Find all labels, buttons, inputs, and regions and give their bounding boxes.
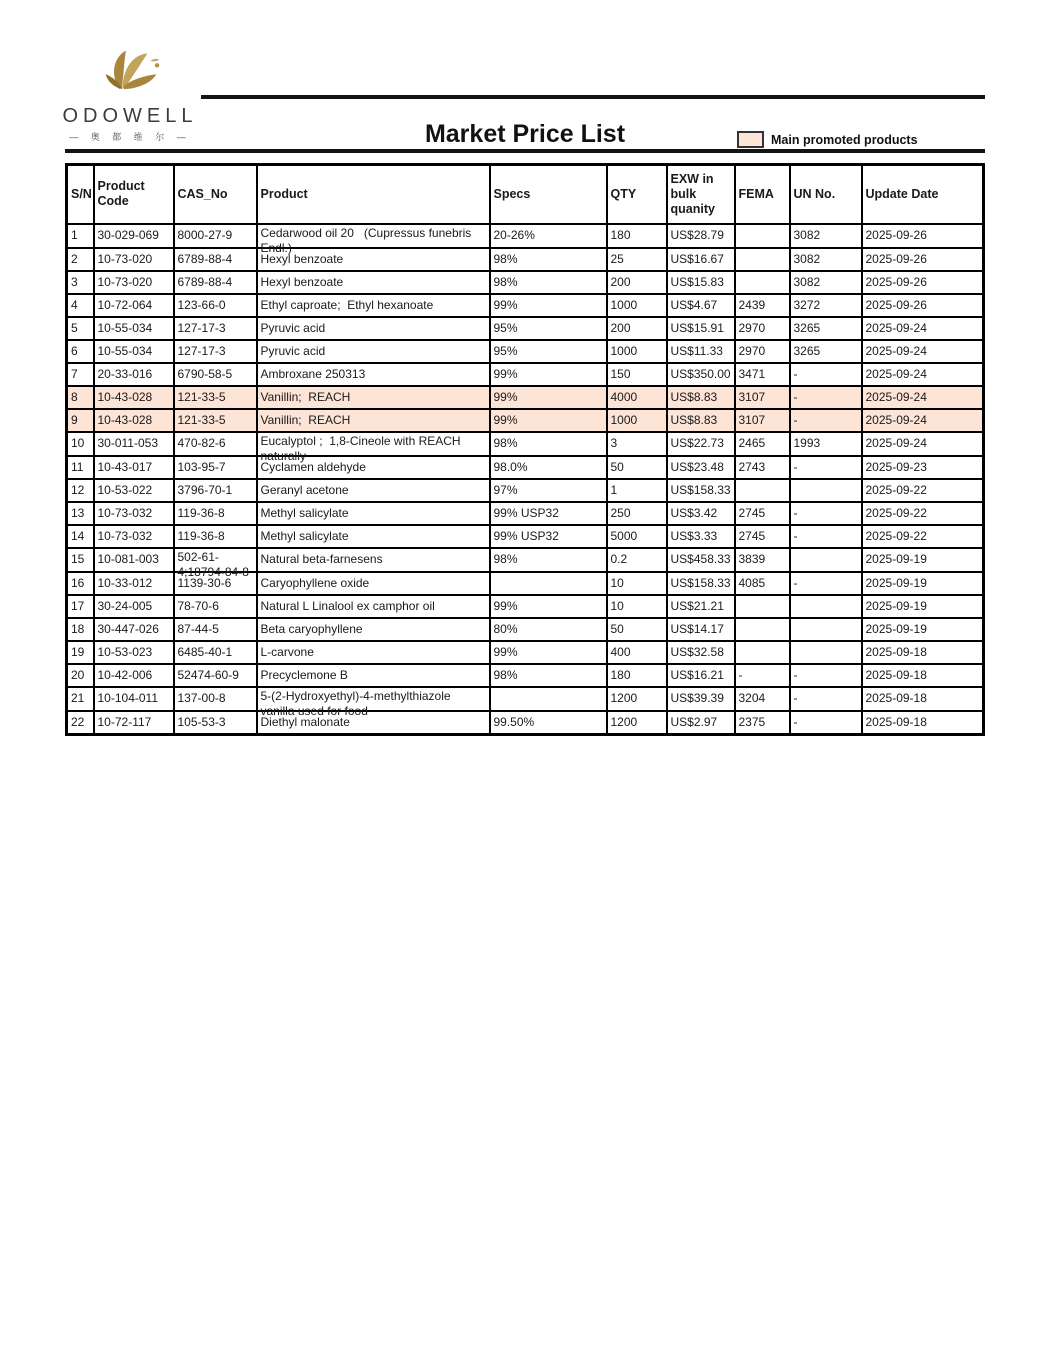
cell-sn: 5	[67, 317, 94, 340]
cell-qty: 50	[607, 618, 667, 641]
cell-exw: US$3.33	[667, 525, 735, 548]
cell-specs: 98%	[490, 548, 607, 572]
cell-product: Pyruvic acid	[257, 340, 490, 363]
cell-un: -	[790, 363, 862, 386]
cell-un	[790, 618, 862, 641]
cell-specs: 20-26%	[490, 224, 607, 248]
cell-product: Vanillin; REACH	[257, 409, 490, 432]
cell-fema: 3107	[735, 409, 790, 432]
cell-qty: 10	[607, 595, 667, 618]
cell-product: Hexyl benzoate	[257, 248, 490, 271]
cell-exw: US$458.33	[667, 548, 735, 572]
cell-update: 2025-09-19	[862, 618, 984, 641]
cell-cas_no: 470-82-6	[174, 432, 257, 456]
column-header-product: Product	[257, 165, 490, 224]
cell-sn: 6	[67, 340, 94, 363]
table-row	[67, 479, 984, 502]
cell-cas_no: 502-61- 4;18794-84-8	[174, 548, 257, 572]
cell-sn: 20	[67, 664, 94, 687]
cell-fema: 2375	[735, 711, 790, 735]
cell-product_code: 10-43-028	[94, 386, 174, 409]
cell-product_code: 10-42-006	[94, 664, 174, 687]
cell-fema: 2745	[735, 525, 790, 548]
cell-product: Caryophyllene oxide	[257, 572, 490, 595]
cell-sn: 9	[67, 409, 94, 432]
cell-exw: US$16.21	[667, 664, 735, 687]
cell-qty: 1000	[607, 409, 667, 432]
cell-product_code: 20-33-016	[94, 363, 174, 386]
cell-product: Eucalyptol ; 1,8-Cineole with REACH naturally	[257, 432, 490, 456]
cell-fema: -	[735, 664, 790, 687]
cell-qty: 1000	[607, 294, 667, 317]
legend-label: Main promoted products	[771, 132, 918, 147]
table-row	[67, 317, 984, 340]
cell-product_code: 10-53-023	[94, 641, 174, 664]
cell-un: -	[790, 502, 862, 525]
column-header-update: Update Date	[862, 165, 984, 224]
cell-product_code: 30-029-069	[94, 224, 174, 248]
cell-cas_no: 6789-88-4	[174, 248, 257, 271]
cell-product_code: 30-24-005	[94, 595, 174, 618]
cell-specs: 99%	[490, 595, 607, 618]
cell-specs	[490, 572, 607, 595]
cell-exw: US$8.83	[667, 409, 735, 432]
column-header-exw: EXW in bulk quanity	[667, 165, 735, 224]
cell-exw: US$4.67	[667, 294, 735, 317]
cell-sn: 11	[67, 456, 94, 479]
cell-product: Cyclamen aldehyde	[257, 456, 490, 479]
cell-specs: 95%	[490, 317, 607, 340]
cell-un: -	[790, 525, 862, 548]
cell-cas_no: 105-53-3	[174, 711, 257, 735]
table-header-row	[67, 165, 984, 224]
cell-qty: 1000	[607, 340, 667, 363]
cell-product: Pyruvic acid	[257, 317, 490, 340]
cell-update: 2025-09-18	[862, 664, 984, 687]
cell-product: Ambroxane 250313	[257, 363, 490, 386]
table-row	[67, 618, 984, 641]
cell-product_code: 10-72-117	[94, 711, 174, 735]
cell-un: 1993	[790, 432, 862, 456]
cell-exw: US$15.83	[667, 271, 735, 294]
table-row	[67, 340, 984, 363]
table-row	[67, 548, 984, 572]
cell-cas_no: 123-66-0	[174, 294, 257, 317]
cell-fema	[735, 641, 790, 664]
cell-update: 2025-09-26	[862, 248, 984, 271]
column-header-un: UN No.	[790, 165, 862, 224]
cell-product: L-carvone	[257, 641, 490, 664]
cell-cas_no: 3796-70-1	[174, 479, 257, 502]
cell-update: 2025-09-26	[862, 224, 984, 248]
cell-sn: 12	[67, 479, 94, 502]
cell-fema: 2970	[735, 317, 790, 340]
cell-fema	[735, 248, 790, 271]
cell-un: -	[790, 572, 862, 595]
cell-product_code: 10-55-034	[94, 340, 174, 363]
cell-cas_no: 8000-27-9	[174, 224, 257, 248]
cell-un: 3265	[790, 317, 862, 340]
legend	[737, 131, 918, 148]
cell-exw: US$28.79	[667, 224, 735, 248]
cell-specs: 95%	[490, 340, 607, 363]
cell-qty: 150	[607, 363, 667, 386]
cell-un: 3082	[790, 248, 862, 271]
cell-un: -	[790, 687, 862, 711]
table-row	[67, 409, 984, 432]
cell-cas_no: 121-33-5	[174, 409, 257, 432]
cell-specs: 98.0%	[490, 456, 607, 479]
cell-exw: US$39.39	[667, 687, 735, 711]
cell-product: Diethyl malonate	[257, 711, 490, 735]
cell-sn: 21	[67, 687, 94, 711]
cell-fema	[735, 271, 790, 294]
cell-qty: 5000	[607, 525, 667, 548]
cell-sn: 16	[67, 572, 94, 595]
cell-un: 3272	[790, 294, 862, 317]
cell-product_code: 10-43-017	[94, 456, 174, 479]
cell-specs: 98%	[490, 664, 607, 687]
table-row	[67, 641, 984, 664]
cell-product_code: 10-73-032	[94, 502, 174, 525]
column-header-cas_no: CAS_No	[174, 165, 257, 224]
cell-un: -	[790, 711, 862, 735]
cell-exw: US$11.33	[667, 340, 735, 363]
cell-product: Precyclemone B	[257, 664, 490, 687]
cell-specs: 80%	[490, 618, 607, 641]
column-header-specs: Specs	[490, 165, 607, 224]
cell-exw: US$3.42	[667, 502, 735, 525]
cell-cas_no: 137-00-8	[174, 687, 257, 711]
cell-fema	[735, 595, 790, 618]
cell-specs: 98%	[490, 271, 607, 294]
price-table-container	[65, 163, 985, 736]
cell-specs: 99% USP32	[490, 525, 607, 548]
cell-product: Natural beta-farnesens	[257, 548, 490, 572]
cell-cas_no: 78-70-6	[174, 595, 257, 618]
cell-exw: US$2.97	[667, 711, 735, 735]
table-row	[67, 572, 984, 595]
cell-specs: 99%	[490, 409, 607, 432]
column-header-fema: FEMA	[735, 165, 790, 224]
cell-update: 2025-09-22	[862, 525, 984, 548]
table-row	[67, 432, 984, 456]
cell-update: 2025-09-24	[862, 340, 984, 363]
cell-update: 2025-09-19	[862, 548, 984, 572]
brand-name: ODOWELL	[62, 105, 198, 127]
cell-specs: 98%	[490, 432, 607, 456]
cell-un: 3082	[790, 271, 862, 294]
cell-specs	[490, 687, 607, 711]
table-row	[67, 687, 984, 711]
cell-specs: 99% USP32	[490, 502, 607, 525]
cell-sn: 4	[67, 294, 94, 317]
price-table	[65, 163, 985, 736]
cell-exw: US$158.33	[667, 572, 735, 595]
cell-qty: 400	[607, 641, 667, 664]
cell-qty: 0.2	[607, 548, 667, 572]
cell-fema: 2465	[735, 432, 790, 456]
cell-qty: 3	[607, 432, 667, 456]
cell-cas_no: 87-44-5	[174, 618, 257, 641]
table-row	[67, 711, 984, 735]
cell-specs: 99%	[490, 386, 607, 409]
cell-cas_no: 6485-40-1	[174, 641, 257, 664]
cell-product_code: 10-55-034	[94, 317, 174, 340]
cell-exw: US$23.48	[667, 456, 735, 479]
table-row	[67, 363, 984, 386]
cell-fema	[735, 479, 790, 502]
table-row	[67, 294, 984, 317]
cell-sn: 2	[67, 248, 94, 271]
cell-specs: 99%	[490, 641, 607, 664]
cell-product: 5-(2-Hydroxyethyl)-4-methylthiazole vanilla used for food	[257, 687, 490, 711]
cell-product: Hexyl benzoate	[257, 271, 490, 294]
cell-update: 2025-09-18	[862, 711, 984, 735]
cell-fema: 3204	[735, 687, 790, 711]
cell-qty: 200	[607, 271, 667, 294]
cell-product_code: 10-43-028	[94, 409, 174, 432]
cell-qty: 1200	[607, 687, 667, 711]
cell-sn: 13	[67, 502, 94, 525]
cell-exw: US$158.33	[667, 479, 735, 502]
table-row	[67, 664, 984, 687]
cell-product: Cedarwood oil 20 (Cupressus funebris Endl.)	[257, 224, 490, 248]
cell-un	[790, 548, 862, 572]
cell-sn: 3	[67, 271, 94, 294]
cell-update: 2025-09-18	[862, 641, 984, 664]
page-title: Market Price List	[424, 120, 626, 148]
cell-product_code: 10-33-012	[94, 572, 174, 595]
cell-cas_no: 119-36-8	[174, 525, 257, 548]
cell-sn: 8	[67, 386, 94, 409]
cell-sn: 14	[67, 525, 94, 548]
cell-update: 2025-09-22	[862, 502, 984, 525]
cell-update: 2025-09-24	[862, 432, 984, 456]
cell-qty: 10	[607, 572, 667, 595]
cell-specs: 97%	[490, 479, 607, 502]
title-rule	[65, 149, 985, 153]
cell-fema: 2970	[735, 340, 790, 363]
legend-swatch	[737, 131, 764, 148]
cell-product_code: 30-011-053	[94, 432, 174, 456]
cell-qty: 50	[607, 456, 667, 479]
table-row	[67, 248, 984, 271]
cell-qty: 250	[607, 502, 667, 525]
cell-exw: US$15.91	[667, 317, 735, 340]
cell-cas_no: 6789-88-4	[174, 271, 257, 294]
cell-update: 2025-09-24	[862, 363, 984, 386]
cell-update: 2025-09-26	[862, 294, 984, 317]
cell-exw: US$8.83	[667, 386, 735, 409]
cell-un	[790, 641, 862, 664]
cell-product_code: 10-53-022	[94, 479, 174, 502]
cell-specs: 98%	[490, 248, 607, 271]
cell-sn: 1	[67, 224, 94, 248]
cell-un: 3082	[790, 224, 862, 248]
cell-exw: US$22.73	[667, 432, 735, 456]
cell-product_code: 10-73-020	[94, 271, 174, 294]
cell-update: 2025-09-24	[862, 317, 984, 340]
cell-product_code: 10-72-064	[94, 294, 174, 317]
cell-product: Natural L Linalool ex camphor oil	[257, 595, 490, 618]
cell-sn: 22	[67, 711, 94, 735]
cell-product_code: 10-73-020	[94, 248, 174, 271]
cell-un: -	[790, 386, 862, 409]
cell-fema: 3839	[735, 548, 790, 572]
cell-fema	[735, 618, 790, 641]
cell-cas_no: 121-33-5	[174, 386, 257, 409]
cell-update: 2025-09-24	[862, 409, 984, 432]
cell-product: Vanillin; REACH	[257, 386, 490, 409]
table-row	[67, 271, 984, 294]
cell-update: 2025-09-23	[862, 456, 984, 479]
cell-cas_no: 119-36-8	[174, 502, 257, 525]
cell-product: Ethyl caproate; Ethyl hexanoate	[257, 294, 490, 317]
flower-logo-icon	[85, 46, 174, 98]
table-row	[67, 595, 984, 618]
column-header-sn: S/N	[67, 165, 94, 224]
cell-cas_no: 52474-60-9	[174, 664, 257, 687]
cell-cas_no: 127-17-3	[174, 317, 257, 340]
cell-exw: US$350.00	[667, 363, 735, 386]
cell-update: 2025-09-24	[862, 386, 984, 409]
cell-un: -	[790, 664, 862, 687]
cell-update: 2025-09-19	[862, 572, 984, 595]
cell-un	[790, 479, 862, 502]
cell-qty: 1200	[607, 711, 667, 735]
cell-qty: 4000	[607, 386, 667, 409]
cell-update: 2025-09-19	[862, 595, 984, 618]
cell-cas_no: 127-17-3	[174, 340, 257, 363]
brand-subtitle: — 奥 都 维 尔 —	[69, 132, 191, 142]
cell-fema: 2743	[735, 456, 790, 479]
cell-qty: 25	[607, 248, 667, 271]
table-row	[67, 456, 984, 479]
cell-product: Methyl salicylate	[257, 525, 490, 548]
cell-product_code: 10-73-032	[94, 525, 174, 548]
cell-qty: 180	[607, 224, 667, 248]
cell-qty: 1	[607, 479, 667, 502]
cell-fema: 2745	[735, 502, 790, 525]
cell-specs: 99.50%	[490, 711, 607, 735]
cell-fema: 4085	[735, 572, 790, 595]
cell-product_code: 10-104-011	[94, 687, 174, 711]
cell-sn: 10	[67, 432, 94, 456]
table-row	[67, 502, 984, 525]
top-rule	[201, 95, 985, 99]
cell-specs: 99%	[490, 294, 607, 317]
cell-qty: 200	[607, 317, 667, 340]
cell-cas_no: 6790-58-5	[174, 363, 257, 386]
cell-product: Beta caryophyllene	[257, 618, 490, 641]
cell-fema: 3107	[735, 386, 790, 409]
cell-sn: 18	[67, 618, 94, 641]
table-row	[67, 525, 984, 548]
cell-product_code: 10-081-003	[94, 548, 174, 572]
cell-exw: US$16.67	[667, 248, 735, 271]
cell-fema: 2439	[735, 294, 790, 317]
cell-un: -	[790, 409, 862, 432]
cell-product: Geranyl acetone	[257, 479, 490, 502]
cell-fema: 3471	[735, 363, 790, 386]
cell-update: 2025-09-26	[862, 271, 984, 294]
cell-fema	[735, 224, 790, 248]
column-header-product_code: Product Code	[94, 165, 174, 224]
cell-specs: 99%	[490, 363, 607, 386]
column-header-qty: QTY	[607, 165, 667, 224]
cell-un: -	[790, 456, 862, 479]
cell-exw: US$21.21	[667, 595, 735, 618]
cell-sn: 17	[67, 595, 94, 618]
cell-sn: 19	[67, 641, 94, 664]
cell-exw: US$14.17	[667, 618, 735, 641]
table-row	[67, 224, 984, 248]
cell-product_code: 30-447-026	[94, 618, 174, 641]
cell-update: 2025-09-22	[862, 479, 984, 502]
cell-exw: US$32.58	[667, 641, 735, 664]
table-row	[67, 386, 984, 409]
cell-qty: 180	[607, 664, 667, 687]
cell-cas_no: 103-95-7	[174, 456, 257, 479]
cell-product: Methyl salicylate	[257, 502, 490, 525]
cell-update: 2025-09-18	[862, 687, 984, 711]
cell-un	[790, 595, 862, 618]
cell-sn: 7	[67, 363, 94, 386]
cell-cas_no: 1139-30-6	[174, 572, 257, 595]
cell-un: 3265	[790, 340, 862, 363]
cell-sn: 15	[67, 548, 94, 572]
